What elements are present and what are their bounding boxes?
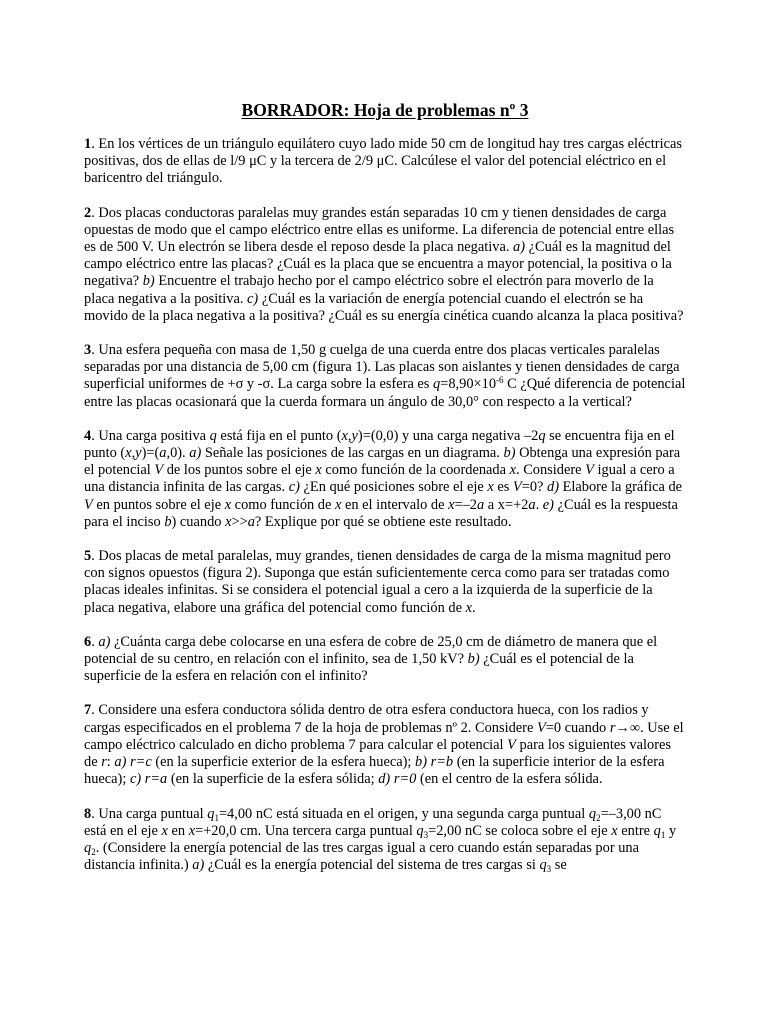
problem-text-segment: 2 <box>596 812 601 823</box>
problem-text-segment: ¿Cuál es la magnitud del campo eléctrico entre las placas? ¿Cuál es la placa que se encuentra a mayor potencial, la positiva o la negativa? <box>84 239 672 290</box>
problem-text-segment: y <box>135 445 142 462</box>
problem-text-segment: . Dos placas de metal paralelas, muy grandes, tienen densidades de carga de la misma magnitud pero con signos opuestos (figura 2). Suponga que están suficientemente cerca como para ser tratadas como placas ideales infinitas. Si se considera el potencial igual a cero a la izquierda de la superficie de la placa negativa, elabore una gráfica del potencial como función de <box>84 548 671 616</box>
problem-text-segment: a) <box>189 445 202 462</box>
problem-text-segment: q <box>84 839 92 856</box>
problem-number: 7 <box>84 702 92 719</box>
problem-number: 8 <box>84 805 92 822</box>
problem-text-segment: =–3,00 nC está en el eje <box>84 805 662 839</box>
problem-text-segment: V <box>84 496 93 513</box>
problem-text-segment: . <box>535 496 543 513</box>
problem-text-segment: 1 <box>660 829 666 840</box>
problem-text-segment: (en el centro de la esfera sólida. <box>416 771 603 788</box>
problem-text-segment: b) <box>503 445 516 462</box>
problem-text-segment: se <box>551 857 567 874</box>
problem-text-segment: b) <box>467 651 480 668</box>
problem-text-segment: V <box>585 462 594 479</box>
problem-6 <box>84 634 686 686</box>
problem-text-segment: x <box>161 822 168 839</box>
problem-text-segment: →∞. Use el campo eléctrico calculado en dicho problema 7 para calcular el potencial <box>84 719 684 753</box>
problem-text-segment: q <box>433 376 441 393</box>
problem-text-segment: a) <box>513 239 526 256</box>
problem-text-segment: )=( <box>141 445 160 462</box>
problem-text-segment: a) <box>98 633 111 650</box>
problem-text-segment: ¿En qué posiciones sobre el eje <box>299 479 488 496</box>
problem-text-segment: =0? <box>521 479 548 496</box>
problem-text-segment: q <box>588 805 597 822</box>
problem-text-segment: y <box>665 822 677 839</box>
problem-text-segment: b) <box>415 754 427 771</box>
problem-text-segment: ¿Cuál es el potencial de la superficie de la esfera en relación con el infinito? <box>84 651 634 685</box>
problem-number: 4 <box>84 427 92 444</box>
problem-text-segment: : <box>106 754 115 771</box>
problem-text-segment: x <box>315 462 322 479</box>
problem-text-segment: . <box>471 599 476 616</box>
problem-text-segment: . Dos placas conductoras paralelas muy grandes están separadas 10 cm y tienen densidades de carga opuestas de modo que el campo eléctrico entre ellas es uniforme. La diferencia de potencial entre ellas es de 500 V. Un electrón se libera desde el reposo desde la placa negativa. <box>84 204 675 256</box>
problem-text-segment: a <box>528 496 536 513</box>
problem-text-segment: x <box>225 513 232 530</box>
problem-text-segment: x <box>448 496 455 513</box>
problem-8 <box>84 806 686 875</box>
problem-text-segment: de los puntos sobre el eje <box>163 462 316 479</box>
problem-text-segment: b <box>164 513 172 530</box>
problem-text-segment: para los siguientes valores de <box>84 736 671 771</box>
problem-text-segment: (en la superficie exterior de la esfera hueca); <box>151 754 415 771</box>
problem-text-segment: . Una carga puntual <box>91 805 208 822</box>
problem-text-segment: . En los vértices de un triángulo equilátero cuyo lado mide 50 cm de longitud hay tres cargas eléctricas positivas, dos de ellas de l/9 μC y la tercera de 2/9 μC. Calcúlese el valor del potencial eléctrico en el baricentro del triángulo. <box>84 136 682 187</box>
problem-text-segment: V <box>536 719 546 736</box>
problem-text-segment: V <box>154 462 164 479</box>
problem-1 <box>84 136 686 188</box>
problem-text-segment: ¿Cuánta carga debe colocarse en una esfera de cobre de 25,0 cm de diámetro de manera que el potencial de su centro, en relación con el infinito, sea de 1,50 kV? <box>84 633 658 668</box>
problem-text-segment: =2,00 nC se coloca sobre el eje <box>428 822 612 839</box>
problem-text-segment: x <box>341 427 348 444</box>
problem-text-segment: Elabore la gráfica de <box>559 479 683 496</box>
problem-text-segment: en puntos sobre el eje <box>92 496 225 513</box>
page-title: BORRADOR: Hoja de problemas nº 3 <box>241 100 529 120</box>
problem-text-segment: q <box>416 822 424 839</box>
problem-number: 6 <box>84 633 92 650</box>
problem-text-segment: ,0). <box>166 445 190 462</box>
problem-text-segment: q <box>209 427 217 444</box>
problem-text-segment: igual a cero a una distancia infinita de las cargas. <box>84 462 675 496</box>
problem-text-segment: d) <box>547 479 560 496</box>
problem-text-segment: . Una carga positiva <box>91 427 210 444</box>
problem-text-segment: entre <box>617 822 654 839</box>
problem-text-segment: Obtenga una expresión para el potencial <box>84 445 681 479</box>
problem-number: 1 <box>84 136 92 152</box>
problem-text-segment: a <box>159 445 167 462</box>
problem-5 <box>84 548 686 617</box>
problem-text-segment: r=0 <box>393 771 417 788</box>
problem-text-segment: c) <box>247 290 259 307</box>
problem-text-segment: 1 <box>214 812 219 823</box>
problem-text-segment: e) <box>542 496 554 513</box>
problem-text-segment: =–2 <box>454 496 477 513</box>
problem-text-segment: =4,00 nC está situada en el origen, y una segunda carga puntual <box>218 805 589 822</box>
problem-2 <box>84 205 686 325</box>
problem-text-segment: . <box>91 633 99 650</box>
problem-text-segment: c) <box>129 771 142 788</box>
problem-text-segment: ? Explique por qué se obtiene este resultado. <box>254 513 512 530</box>
problem-text-segment: -6 <box>496 375 504 386</box>
problem-text-segment: ¿Cuál es la variación de energía potencial cuando el electrón se ha movido de la placa negativa a la positiva? ¿Cuál es su energía cinética cuando alcanza la placa positiva? <box>84 290 684 324</box>
problem-text-segment: V <box>507 736 516 753</box>
problem-text-segment: x <box>509 462 516 479</box>
problem-text-segment: a) <box>114 754 127 771</box>
problem-text-segment: a <box>247 513 255 530</box>
problem-text-segment: x <box>334 496 342 513</box>
problem-text-segment: b) <box>142 273 155 290</box>
problem-text-segment: =8,90×10 <box>440 376 497 393</box>
problem-text-segment: 3 <box>423 829 429 840</box>
problem-text-segment: r=c <box>130 754 152 771</box>
problem-text-segment: está fija en el punto ( <box>216 427 342 444</box>
problem-text-segment: V <box>512 479 522 496</box>
problem-text-segment: a x=+2 <box>484 496 529 513</box>
problem-3 <box>84 342 686 411</box>
problem-text-segment: r=b <box>430 754 454 771</box>
problem-text-segment: Encuentre el trabajo hecho por el campo eléctrico sobre el electrón para moverlo de la placa negativa a la positiva. <box>84 273 654 307</box>
problem-number: 5 <box>84 548 92 565</box>
problem-text-segment: d) <box>378 771 391 788</box>
problem-text-segment: como función de <box>231 496 335 513</box>
problem-text-segment: . Considere una esfera conductora sólida dentro de otra esfera conductora hueca, con los radios y cargas especificados en el problema 7 de la hoja de problemas nº 2. Considere <box>84 702 649 736</box>
problem-text-segment: x <box>611 822 618 839</box>
problem-text-segment: x <box>487 479 494 496</box>
problem-text-segment: q <box>539 857 547 874</box>
problem-text-segment: ¿Cuál es la respuesta para el inciso <box>84 496 678 530</box>
problem-text-segment: ¿Cuál es la energía potencial del sistema de tres cargas si <box>204 857 540 874</box>
problem-text-segment: c) <box>288 479 300 496</box>
problem-text-segment: q <box>653 822 661 839</box>
problem-text-segment: q <box>538 427 546 444</box>
problem-text-segment: x <box>224 496 232 513</box>
problem-text-segment: >> <box>231 513 248 530</box>
problem-7 <box>84 702 686 788</box>
problem-text-segment: x <box>188 822 196 839</box>
problem-text-segment: en <box>167 822 189 839</box>
problem-text-segment: x <box>125 445 132 462</box>
problem-text-segment: . (Considere la energía potencial de las tres cargas igual a cero cuando están separadas por una distancia infinita.) <box>84 839 639 874</box>
problem-number: 2 <box>84 204 92 221</box>
problem-text-segment: es <box>493 479 513 496</box>
problem-text-segment: =0 cuando <box>545 719 610 736</box>
problem-text-segment: y <box>351 427 358 444</box>
problem-text-segment: r=a <box>144 771 168 788</box>
problem-text-segment: (en la superficie de la esfera sólida; <box>167 771 379 788</box>
problem-text-segment: 2 <box>91 846 96 857</box>
problem-text-segment: a <box>476 496 485 513</box>
problem-text-segment: ) cuando <box>171 513 226 530</box>
problem-text-segment: q <box>207 805 215 822</box>
problem-text-segment: , <box>131 445 136 462</box>
document-page <box>84 98 686 891</box>
problem-4 <box>84 428 686 531</box>
problem-number: 3 <box>84 342 92 359</box>
problem-text-segment: a) <box>192 857 205 874</box>
problem-text-segment: )=(0,0) y una carga negativa –2 <box>357 427 539 444</box>
problem-text-segment: . Una esfera pequeña con masa de 1,50 g cuelga de una cuerda entre dos placas verticales paralelas separadas por una distancia de 5,00 cm (figura 1). Las placas son aislantes y tienen densidades de carga superficial uniformes de +σ y -σ. La carga sobre la esfera es <box>84 342 680 393</box>
problem-text-segment: . Considere <box>516 462 586 479</box>
problem-text-segment: 3 <box>546 864 552 875</box>
problem-text-segment: , <box>347 427 352 444</box>
problem-text-segment: C ¿Qué diferencia de potencial entre las placas ocasionará que la cuerda formara un ángulo de 30,0° con respecto a la vertical? <box>84 376 686 410</box>
problem-text-segment: como función de la coordenada <box>321 462 510 479</box>
problem-text-segment: r <box>609 719 616 736</box>
problem-text-segment: (en la superficie interior de la esfera hueca); <box>84 754 665 788</box>
problem-text-segment: r <box>101 754 107 771</box>
problem-text-segment: =+20,0 cm. Una tercera carga puntual <box>195 822 417 839</box>
problem-text-segment: Señale las posiciones de las cargas en un diagrama. <box>201 445 504 462</box>
problem-text-segment: en el intervalo de <box>341 496 449 513</box>
problem-text-segment: x <box>465 599 472 616</box>
problem-text-segment: se encuentra fija en el punto ( <box>84 427 675 462</box>
problem-list <box>84 136 686 874</box>
